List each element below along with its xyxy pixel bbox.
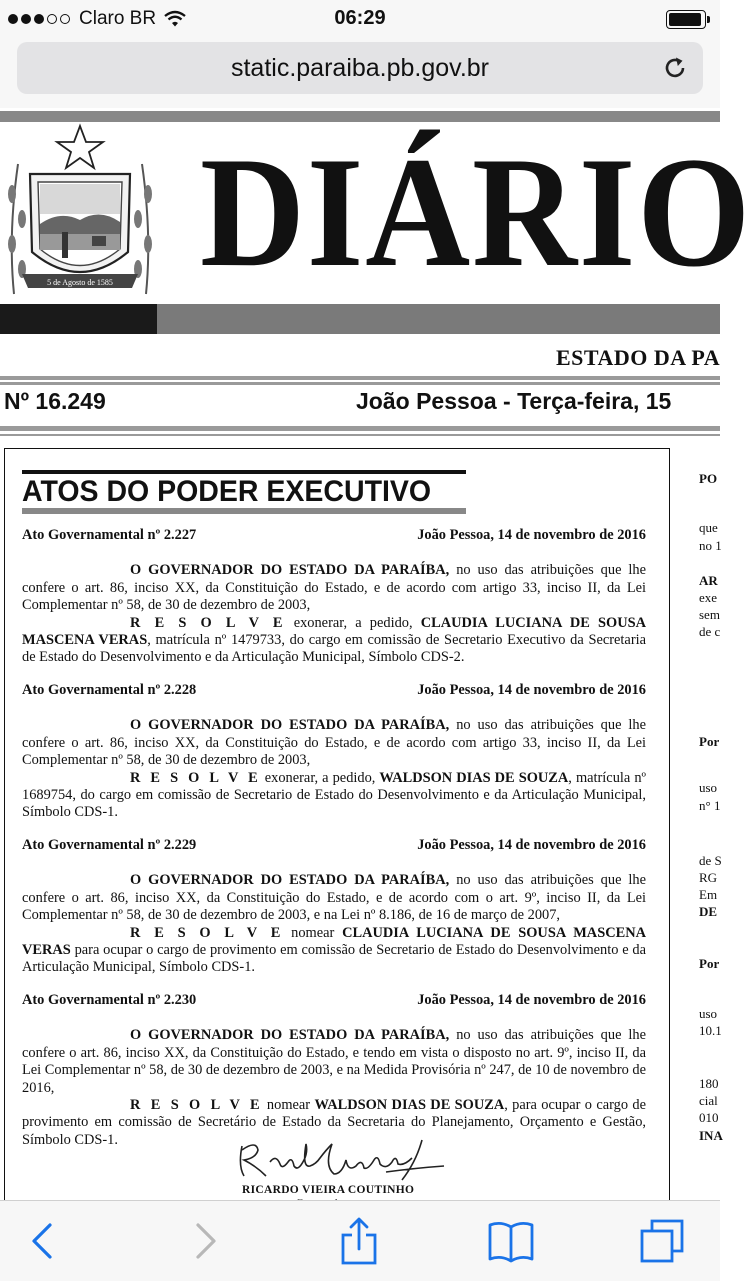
act-number: Ato Governamental nº 2.228 bbox=[22, 682, 197, 698]
right-col-fragment: que bbox=[699, 520, 718, 535]
appointee-name: CLAUDIA LUCIANA DE SOUSA MASCENA VERAS bbox=[22, 924, 646, 959]
act-text: , matrícula nº 1479733, do cargo em comissão de Secretario Executivo da Secretaria de Estado do Desenvolvimento e da Articulação Municipal, Símbolo CDS-2. bbox=[22, 632, 646, 666]
address-bar[interactable] bbox=[17, 42, 703, 94]
status-bar bbox=[0, 0, 720, 38]
act-text: no uso das atribuições que lhe confere o art. 86, inciso XX, da Constituição do Estado, e de acordo com artigo 33, inciso II, da Lei Complementar nº 58, de 30 de dezembro de 2003, bbox=[22, 717, 646, 769]
right-col-fragment: Por bbox=[699, 956, 720, 971]
state-line: ESTADO DA PA bbox=[556, 345, 721, 370]
right-col-fragment: 10.1 bbox=[699, 1023, 722, 1038]
act-number: Ato Governamental nº 2.230 bbox=[22, 992, 197, 1008]
newspaper-page bbox=[0, 108, 752, 1200]
right-col-fragment: Em bbox=[699, 887, 718, 902]
clock: 06:29 bbox=[334, 7, 386, 29]
bookmarks-icon[interactable] bbox=[487, 1217, 535, 1265]
right-col-fragment: no 1 bbox=[699, 538, 722, 553]
reload-icon[interactable] bbox=[661, 54, 689, 82]
resolve-word: R E S O L V E bbox=[130, 614, 286, 631]
rule-lower-2 bbox=[0, 434, 720, 436]
right-col-fragment: 010 bbox=[699, 1110, 719, 1125]
act-text: no uso das atribuições que lhe confere o art. 86, inciso XX, da Constituição do Estado, e de acordo com artigo 33, inciso II, da Lei Complementar nº 58, de 30 de dezembro de 2003, bbox=[22, 562, 646, 614]
state-seal-icon bbox=[0, 124, 160, 300]
date-line: João Pessoa - Terça-feira, 15 bbox=[356, 388, 672, 414]
right-col-fragment: PO bbox=[699, 471, 718, 486]
act-2230 bbox=[22, 992, 646, 1149]
section-rule-top bbox=[22, 470, 466, 474]
act-2229 bbox=[22, 837, 646, 977]
right-col-fragment: 180 bbox=[699, 1076, 719, 1091]
right-col-fragment: cial bbox=[699, 1093, 718, 1108]
seal-motto: 5 de Agosto de 1585 bbox=[47, 278, 113, 287]
act-text: no uso das atribuições que lhe confere o art. 86, inciso XX, da Constituição do Estado, e de acordo com o art. 9º, inciso II, da Lei Complementar nº 58, de 30 de dezembro de 2003, e na Lei nº 8.186, de 16 de março de 2007, bbox=[22, 872, 646, 924]
resolve-word: R E S O L V E bbox=[130, 769, 261, 786]
section-rule-bottom bbox=[22, 508, 466, 514]
act-lead: O GOVERNADOR DO ESTADO DA PARAÍBA, bbox=[130, 717, 450, 734]
act-2228 bbox=[22, 682, 646, 822]
rule-lower bbox=[0, 426, 720, 431]
act-date: João Pessoa, 14 de novembro de 2016 bbox=[417, 682, 646, 698]
right-col-fragment: DE bbox=[699, 904, 718, 919]
right-col-fragment: RG bbox=[699, 870, 718, 885]
act-lead: O GOVERNADOR DO ESTADO DA PARAÍBA, bbox=[130, 1027, 450, 1044]
rule-upper-2 bbox=[0, 382, 720, 385]
right-col-fragment: sem bbox=[699, 607, 720, 622]
act-date: João Pessoa, 14 de novembro de 2016 bbox=[417, 992, 646, 1008]
battery-icon bbox=[666, 10, 706, 29]
share-icon[interactable] bbox=[335, 1217, 383, 1265]
carrier-name: Claro BR bbox=[79, 8, 157, 29]
act-number: Ato Governamental nº 2.227 bbox=[22, 527, 197, 543]
act-text: nomear bbox=[283, 924, 343, 941]
appointee-name: WALDSON DIAS DE SOUZA bbox=[379, 769, 569, 786]
appointee-name: WALDSON DIAS DE SOUZA bbox=[314, 1097, 505, 1114]
resolve-word: R E S O L V E bbox=[130, 1097, 263, 1114]
right-col-fragment: Por bbox=[699, 734, 720, 749]
act-text: no uso das atribuições que lhe confere o art. 86, inciso XX, da Constituição do Estado, e tendo em vista o disposto no art. 9º, inciso II, da Lei Complementar nº 58, de 30 de dezembro de 2003, e na Medida Provisória nº 247, de 10 de novembro de 2016, bbox=[22, 1027, 646, 1096]
signer-name: RICARDO VIEIRA COUTINHO bbox=[242, 1184, 415, 1196]
masthead-bar-dark bbox=[0, 304, 157, 334]
right-col-fragment: de c bbox=[699, 624, 721, 639]
governor-signature bbox=[236, 1136, 446, 1182]
appointee-name: CLAUDIA LUCIANA DE SOUSA MASCENA VERAS bbox=[22, 614, 646, 649]
browser-address-area bbox=[0, 38, 720, 108]
back-icon[interactable] bbox=[20, 1217, 68, 1265]
act-date: João Pessoa, 14 de novembro de 2016 bbox=[417, 527, 646, 543]
tabs-icon[interactable] bbox=[638, 1217, 686, 1265]
right-col-fragment: INA bbox=[699, 1128, 723, 1143]
right-col-fragment: de S bbox=[699, 853, 722, 868]
url-text[interactable]: static.paraiba.pb.gov.br bbox=[230, 54, 490, 82]
act-date: João Pessoa, 14 de novembro de 2016 bbox=[417, 837, 646, 853]
act-2227 bbox=[22, 527, 646, 667]
right-col-fragment: n° 1 bbox=[699, 798, 721, 813]
right-col-fragment: AR bbox=[699, 573, 718, 588]
act-text: exonerar, a pedido, bbox=[285, 614, 421, 631]
masthead-bar-gray bbox=[157, 304, 720, 334]
act-text: , para ocupar o cargo de provimento em comissão de Secretário de Estado da Secretaria do Planejamento, Orçamento e Gestão, Símbolo CDS-1. bbox=[22, 1097, 646, 1148]
act-text: exonerar, a pedido, bbox=[260, 769, 380, 786]
forward-icon[interactable] bbox=[180, 1217, 228, 1265]
top-rule bbox=[0, 111, 720, 122]
act-text: para ocupar o cargo de provimento em comissão de Secretario de Estado do Desenvolvimento e da Articulação Municipal, Símbolo CDS-1. bbox=[22, 942, 646, 976]
act-lead: O GOVERNADOR DO ESTADO DA PARAÍBA, bbox=[130, 562, 450, 579]
resolve-word: R E S O L V E bbox=[130, 924, 284, 941]
act-text: nomear bbox=[262, 1097, 315, 1114]
rule-upper bbox=[0, 376, 720, 380]
masthead-title: DIÁRIO bbox=[200, 125, 752, 300]
act-text: , matrícula nº 1689754, do cargo em comissão de Secretario de Estado do Desenvolvimento e da Articulação Municipal, Símbolo CDS-1. bbox=[22, 769, 646, 821]
act-lead: O GOVERNADOR DO ESTADO DA PARAÍBA, bbox=[130, 872, 450, 889]
right-col-fragment: uso bbox=[699, 780, 718, 795]
act-number: Ato Governamental nº 2.229 bbox=[22, 837, 197, 853]
edition-number: Nº 16.249 bbox=[4, 388, 106, 414]
section-title: ATOS DO PODER EXECUTIVO bbox=[22, 475, 432, 508]
browser-toolbar bbox=[0, 1200, 720, 1281]
right-col-fragment: uso bbox=[699, 1006, 718, 1021]
right-col-fragment: exe bbox=[699, 590, 718, 605]
